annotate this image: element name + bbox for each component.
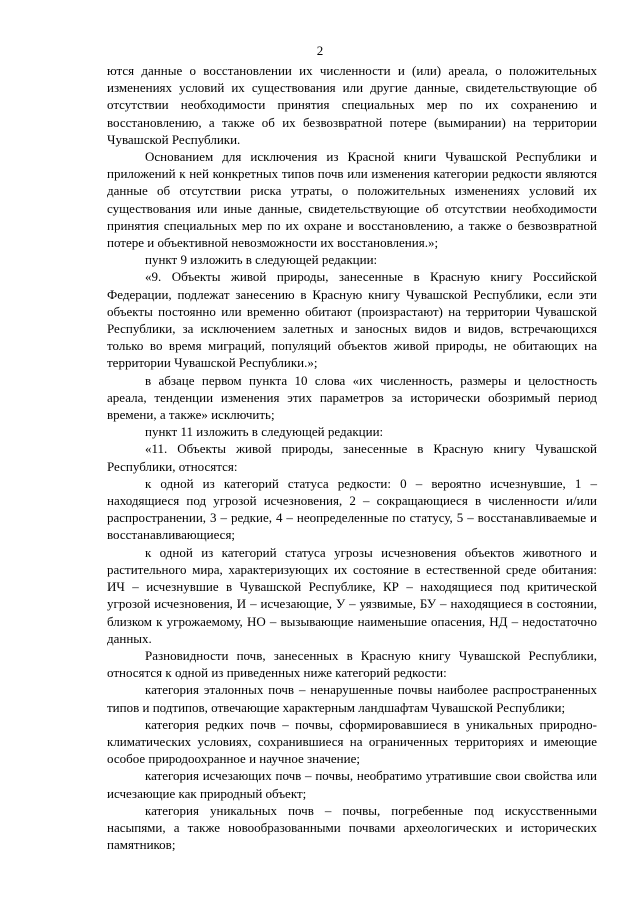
paragraph: пункт 11 изложить в следующей редакции: [145,424,384,440]
paragraph: категория уникальных почв – почвы, погребенные под искусственными насыпями, а также новообразованными почвами археологических и исторических памятников; [107,802,597,853]
paragraph: Основанием для исключения из Красной книги Чувашской Республики и приложений к ней конкретных типов почв или изменения категории редкости являются данные об отсутствии риска утраты, о положительных изменениях условий их существования или иные данные, свидетельствующие об отсутствии необходимости принятия специальных мер по их охране и восстановлению, а также о безвозвратной потере и объективной невозможности их восстановления.»; [107,149,597,251]
paragraph: «11. Объекты живой природы, занесенные в Красную книгу Чувашской Республики, относятся: [107,441,597,474]
paragraph: к одной из категорий статуса угрозы исчезновения объектов животного и растительного мира, характеризующих их состояние в естественной среде обитания: ИЧ – исчезнувшие в Чувашской Республике, КР – находящиеся под критической угрозой исчезновения, И – исчезающие, У – уязвимые, БУ – находящиеся в состоянии, близком к угрожаемому, НО – вызывающие наименьшие опасения, НД – недостаточно данных. [107,544,597,646]
paragraph: в абзаце первом пункта 10 слова «их численность, размеры и целостность ареала, тенденции изменения этих параметров за исторически обозримый период времени, а также» исключить; [107,372,597,423]
paragraph: пункт 9 изложить в следующей редакции: [145,252,378,268]
paragraph: ются данные о восстановлении их численности и (или) ареала, о положительных изменениях условий их существования или другие данные, свидетельствующие об отсутствии необходимости принятия специальных мер по их сохранению и восстановлению, а также об их безвозвратной потере (вымирании) на территории Чувашской Республики. [107,63,597,147]
page-number: 2 [316,43,324,58]
paragraph: «9. Объекты живой природы, занесенные в Красную книгу Российской Федерации, подлежат занесению в Красную книгу Чувашской Республики, если эти объекты постоянно или временно обитают (произрастают) на территории Чувашской Республики, за исключением залетных и заносных видов и видов, встречающихся только во время миграций, популяций объектов живой природы, не обитающих на территории Чувашской Республики.»; [107,269,597,371]
paragraph: к одной из категорий статуса редкости: 0 – вероятно исчезнувшие, 1 – находящиеся под угрозой исчезновения, 2 – сокращающиеся в численности и/или распространении, 3 – редкие, 4 – неопределенные по статусу, 5 – восстанавливаемые и восстанавливающиеся; [107,475,597,543]
document-body [107,62,597,853]
paragraph: Разновидности почв, занесенных в Красную книгу Чувашской Республики, относятся к одной из приведенных ниже категорий редкости: [107,647,597,681]
paragraph: категория редких почв – почвы, сформировавшиеся в уникальных природно-климатических условиях, сохранившиеся на ограниченных территориях и имеющие особое природоохранное и научное значение; [107,716,597,767]
paragraph: категория эталонных почв – ненарушенные почвы наиболее распространенных типов и подтипов, отвечающие характерным ландшафтам Чувашской Республики; [107,682,597,715]
paragraph: категория исчезающих почв – почвы, необратимо утратившие свои свойства или исчезающие как природный объект; [107,768,597,801]
